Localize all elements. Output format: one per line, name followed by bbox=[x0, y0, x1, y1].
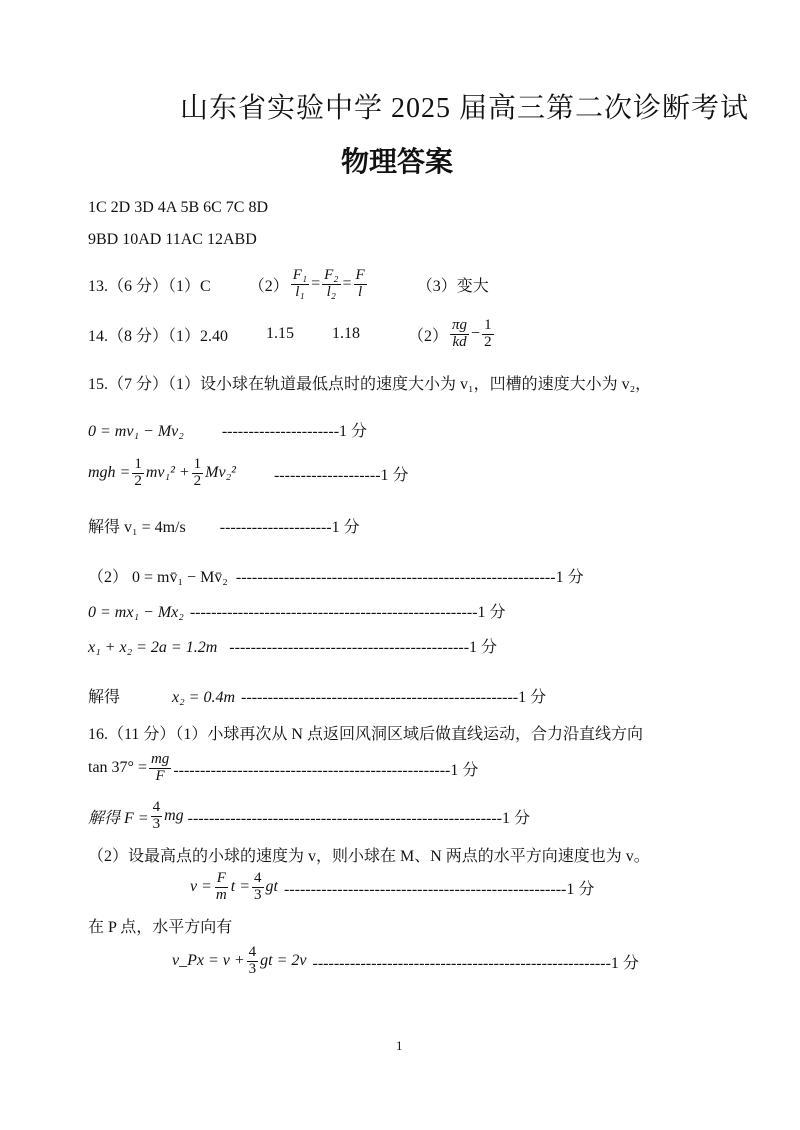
q16-eq4-num: 4 bbox=[248, 943, 257, 960]
q15-eq1-line bbox=[88, 418, 367, 441]
q15-eq6-line bbox=[88, 634, 497, 657]
q14-half-den: 2 bbox=[484, 333, 492, 350]
q16-eq1-line bbox=[88, 748, 478, 788]
page-title: 山东省实验中学 2025 届高三第二次诊断考试 bbox=[180, 93, 750, 124]
q13-frac2-den: l₂ bbox=[326, 283, 337, 300]
q16-eq2-right: mg bbox=[164, 807, 184, 824]
q15-eq2-line bbox=[88, 452, 409, 494]
page-number: 1 bbox=[396, 1038, 403, 1053]
q16-eq4-line bbox=[172, 940, 639, 982]
q13-line: 13.（6 分）（1）C （2） $\frac{\text{F₁}}{\text{l₁}}$ = $\frac{\text{F₂}}{\text{l₂}}$ = $\frac{F}{l}$ （3）变大 bbox=[88, 266, 489, 300]
q16-eq1-frac bbox=[149, 752, 171, 785]
q13-frac2-num: F₂ bbox=[324, 266, 339, 283]
q16-eq3-frac1 bbox=[214, 871, 229, 904]
q13-frac3-num: F bbox=[355, 266, 365, 283]
q14-half-num: 1 bbox=[484, 316, 492, 333]
q16-eq2-frac bbox=[151, 800, 163, 833]
q16-eq4-den: 3 bbox=[248, 960, 257, 977]
q15-eq2-mid: mv₁² + bbox=[145, 464, 190, 481]
answers-row-1: 1C 2D 3D 4A 5B 6C 7C 8D bbox=[88, 199, 269, 216]
q16-eq2-den: 3 bbox=[152, 815, 161, 832]
q14-part2-label: （2） bbox=[408, 327, 449, 345]
q14-value-2: 1.15 bbox=[266, 325, 295, 342]
q16-eq4-left: v_Px = v + bbox=[172, 952, 245, 969]
q16-eq3-line bbox=[190, 866, 594, 908]
q16-eq1-left: tan 37° = bbox=[88, 759, 147, 776]
q16-part2: （2）设最高点的小球的速度为 v，则小球在 M、N 两点的水平方向速度也为 v。 bbox=[88, 848, 650, 865]
q16-eq3-den: m bbox=[215, 886, 227, 903]
q15-eq7-label: 解得 bbox=[88, 689, 121, 706]
q14-half bbox=[482, 318, 494, 351]
q14-fraction bbox=[450, 318, 469, 351]
q16-eq2-line bbox=[88, 796, 530, 836]
q16-eq2-left: 解得 F = bbox=[88, 809, 149, 827]
page-subtitle: 物理答案 bbox=[341, 145, 454, 178]
q16-intro: 16.（11 分）（1）小球再次从 N 点返回风洞区域后做直线运动，合力沿直线方向 bbox=[88, 726, 643, 743]
q16-eq3-frac2 bbox=[252, 871, 264, 904]
q15-eq3-score: ---------------------1 分 bbox=[219, 519, 360, 536]
q15-eq3: 解得 v₁ = 4m/s bbox=[88, 519, 186, 536]
q13-frac1-num: F₁ bbox=[292, 266, 308, 283]
q16-eq1-score: ----------------------------------------------------1 分 bbox=[173, 761, 479, 779]
q14-frac-den: kd bbox=[452, 333, 467, 350]
q14-value-3: 1.18 bbox=[332, 325, 361, 342]
q16-eq3-mid: t = bbox=[230, 878, 250, 895]
q15-eq6: x₁ + x₂ = 2a = 1.2m bbox=[88, 639, 218, 656]
q13-frac1-den: l₁ bbox=[295, 283, 305, 300]
q15-eq2-score: --------------------1 分 bbox=[273, 466, 409, 484]
answers-row-2: 9BD 10AD 11AC 12ABD bbox=[88, 231, 257, 248]
q15-eq5-line bbox=[88, 599, 506, 622]
q15-eq4-line bbox=[88, 564, 584, 587]
q15-eq1: 0 = mv₁ − Mv₂ bbox=[88, 423, 184, 440]
q15-eq3-line bbox=[88, 514, 360, 537]
q16-eq1-den: F bbox=[155, 767, 165, 784]
q15-eq2-end: Mv₂² bbox=[205, 464, 236, 481]
q15-eq2-left: mgh = bbox=[88, 464, 131, 481]
q15-eq7-score: ----------------------------------------------------1 分 bbox=[241, 689, 547, 706]
q15-eq2-half-a: $\frac{1}{2}$ bbox=[134, 455, 142, 489]
q13-fraction-1 bbox=[291, 268, 309, 301]
q16-eq3-left: v = bbox=[190, 878, 212, 895]
q16-eq3-num: F bbox=[216, 869, 226, 886]
q16-eq3-score: -----------------------------------------------------1 分 bbox=[283, 880, 595, 898]
q13-part3: （3）变大 bbox=[416, 277, 489, 295]
q16-eq3-right: gt bbox=[265, 878, 278, 895]
q15-eq5: 0 = mx₁ − Mx₂ bbox=[88, 604, 184, 621]
q16-eq3-num2: 4 bbox=[254, 869, 262, 886]
q16-eq1-num: mg bbox=[150, 750, 170, 767]
q16-eq4-frac bbox=[247, 945, 259, 978]
q15-eq4-score: ------------------------------------------------------------1 分 bbox=[235, 569, 584, 586]
q14-head: 14.（8 分）（1）2.40 bbox=[88, 327, 229, 345]
q13-part2-label: （2） bbox=[248, 277, 289, 295]
q16-part3: 在 P 点，水平方向有 bbox=[88, 919, 233, 936]
q15-intro: 15.（7 分）（1）设小球在轨道最低点时的速度大小为 v₁，凹槽的速度大小为 v₂， bbox=[88, 376, 652, 393]
q14-frac-num: πg bbox=[452, 316, 468, 333]
q15-eq5-score: ------------------------------------------------------1 分 bbox=[189, 604, 506, 621]
q15-eq7-line bbox=[88, 684, 546, 707]
q13-frac3-den: l bbox=[358, 283, 363, 300]
q15-eq1-score: ----------------------1 分 bbox=[221, 423, 368, 440]
q13-fraction-3 bbox=[354, 268, 367, 301]
q13-head: 13.（6 分）（1）C bbox=[88, 277, 211, 295]
q15-eq6-score: ---------------------------------------------1 分 bbox=[229, 639, 498, 656]
q13-fraction-2 bbox=[322, 268, 340, 301]
q16-eq3-den2: 3 bbox=[254, 886, 262, 903]
q14-line bbox=[88, 314, 496, 354]
q15-eq4: （2） 0 = mv̄₁ − Mv̄₂ bbox=[88, 569, 228, 586]
q15-eq7: x₂ = 0.4m bbox=[172, 689, 236, 706]
q16-eq2-score: -----------------------------------------------------------1 分 bbox=[187, 809, 531, 827]
q14-minus: − bbox=[471, 325, 481, 342]
q16-eq4-right: gt = 2v bbox=[260, 952, 307, 969]
q15-eq2-half-b: $\frac{1}{2}$ bbox=[193, 455, 202, 489]
q16-eq2-num: 4 bbox=[152, 798, 161, 815]
q16-eq4-score: --------------------------------------------------------1 分 bbox=[312, 954, 639, 972]
